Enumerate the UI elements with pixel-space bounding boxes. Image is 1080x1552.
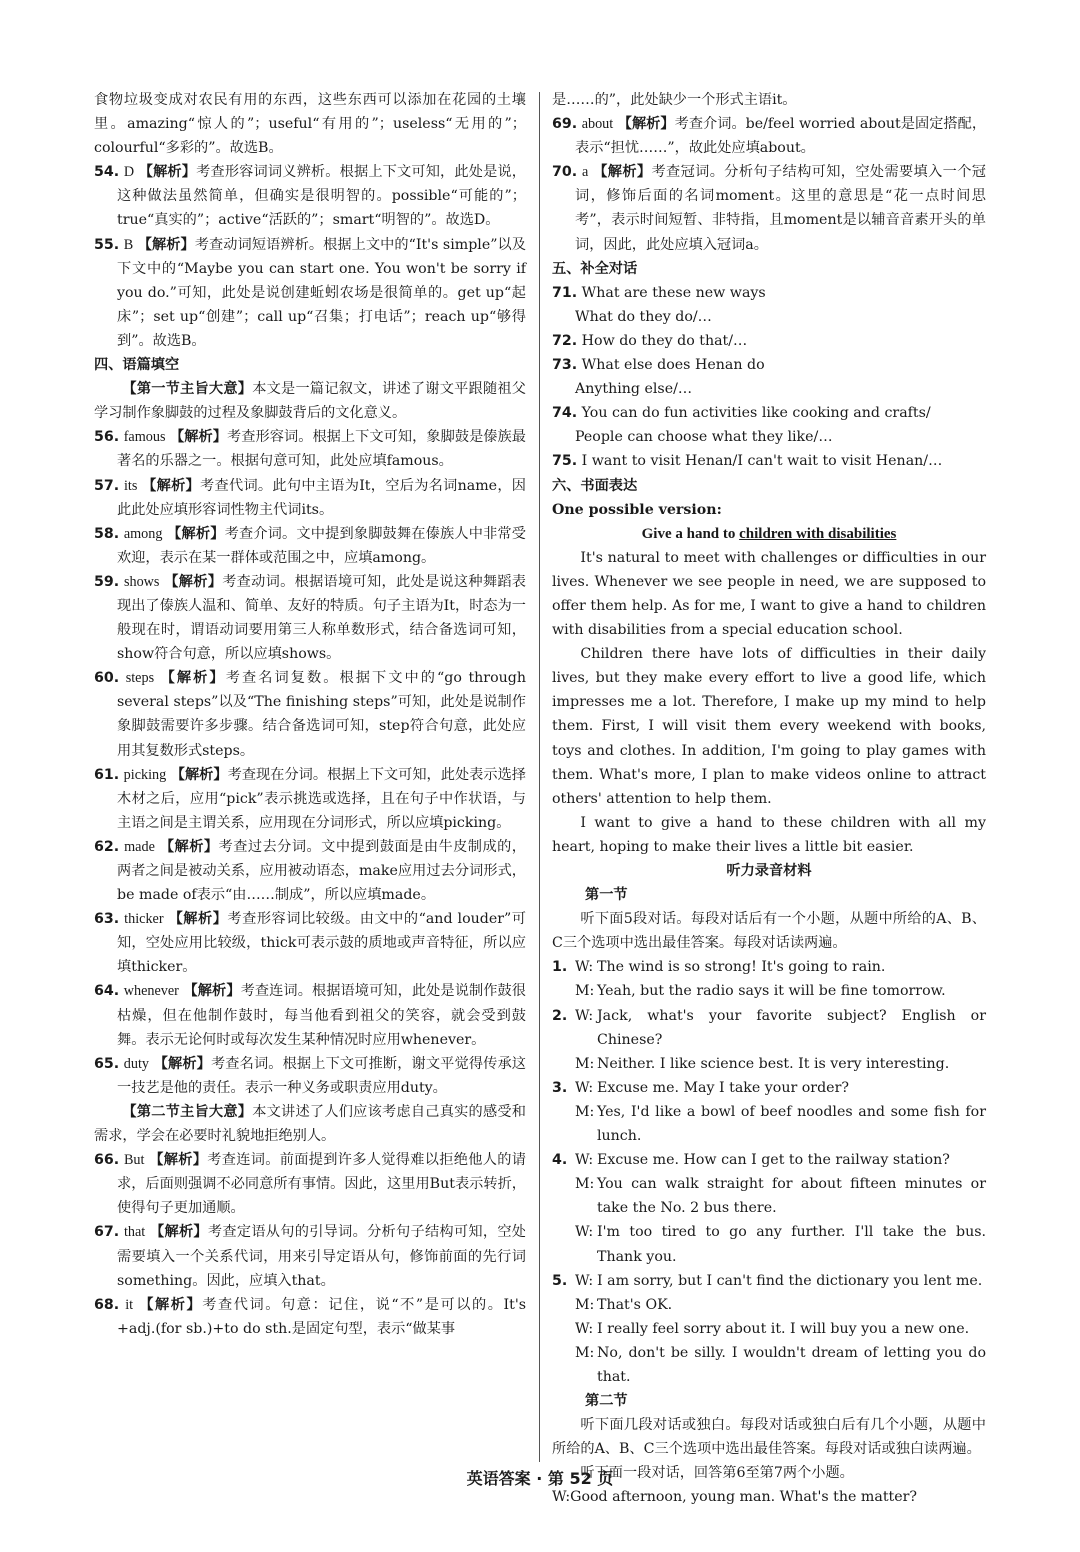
analysis-tag: 【解析】	[142, 477, 201, 494]
listening-subheading: 第二节	[585, 1393, 628, 1410]
listening-heading: 听力录音材料	[726, 863, 812, 879]
item-text: 考查动词。根据语境可知，此处是说这种舞蹈表现出了傣族人温和、简单、友好的特质。句子主语为It，时态为一般现在时，谓语动词要用第三人称单数形式，结合备选词可知，show符合句意，所以应填shows。	[117, 573, 526, 663]
item-number: 67.	[94, 1224, 120, 1241]
answer-item	[94, 835, 526, 907]
dialogue-line	[552, 1052, 986, 1076]
analysis-tag: 【解析】	[593, 164, 652, 181]
listening-subheading: 第一节	[585, 887, 628, 904]
analysis-tag: 【解析】	[168, 911, 228, 928]
section-heading: 四、语篇填空	[94, 357, 180, 374]
answer-item	[94, 907, 526, 979]
item-number: 61.	[94, 766, 120, 783]
dialogue-line	[552, 1004, 986, 1052]
item-text: What else does Henan do	[581, 357, 765, 374]
paragraph	[94, 1100, 526, 1148]
answer-item	[94, 160, 526, 232]
alternative-answer: People can choose what they like/…	[575, 429, 833, 446]
item-number: 58.	[94, 525, 120, 542]
answer-word: that	[123, 1224, 146, 1241]
item-text: 考查过去分词。文中提到鼓面是由牛皮制成的，两者之间是被动关系，应用被动语态，make应用过去分词形式，be made of表示“由……制成”，所以应填made。	[117, 838, 526, 904]
answer-item	[552, 160, 986, 256]
item-number: 69.	[552, 116, 578, 133]
analysis-tag: 【解析】	[170, 429, 228, 446]
paragraph-text: I want to give a hand to these children with all my heart, hoping to make their lives a little bit easier.	[552, 814, 986, 855]
item-number: 70.	[552, 164, 578, 181]
item-number: 59.	[94, 573, 120, 590]
analysis-tag: 【解析】	[164, 573, 223, 590]
paragraph-text: 本文是一篇记叙文，讲述了谢文平跟随祖父学习制作象脚鼓的过程及象脚鼓背后的文化意义。	[94, 381, 526, 422]
dialogue-text: I really feel sorry about it. I will buy you a new one.	[597, 1320, 970, 1337]
dialogue-text: Neither. I like science best. It is very interesting.	[597, 1055, 950, 1072]
item-number: 56.	[94, 429, 120, 446]
answer-item	[94, 1052, 526, 1100]
answer-item	[552, 449, 986, 473]
speaker-label: M:	[575, 1344, 595, 1361]
answer-item	[552, 112, 986, 160]
analysis-tag: 【解析】	[160, 670, 226, 687]
analysis-tag: 【解析】	[159, 838, 219, 855]
item-text: 考查形容词。根据上下文可知，象脚鼓是傣族最著名的乐器之一。根据句意可知，此处应填famous。	[117, 429, 526, 470]
answer-item	[94, 979, 526, 1051]
dialogue-text: Good afternoon, young man. What's the matter?	[570, 1489, 918, 1506]
version-label: One possible version:	[552, 501, 722, 518]
essay-title-part: Give a hand to	[641, 525, 740, 542]
dialogue-line	[552, 1485, 986, 1509]
item-text: 考查形容词比较级。由文中的“and louder”可知，空处应用比较级，thick可表示鼓的质地或声音特征，所以应填thicker。	[117, 911, 526, 976]
dialogue-text: I am sorry, but I can't find the dictionary you lent me.	[597, 1272, 983, 1289]
item-number: 62.	[94, 838, 120, 855]
dialogue-text: That's OK.	[597, 1296, 673, 1313]
speaker-label: M:	[575, 1176, 595, 1193]
item-number: 63.	[94, 911, 120, 928]
answer-item	[94, 666, 526, 762]
answer-word: shows	[123, 573, 160, 590]
item-text: I want to visit Henan/I can't wait to visit Henan/…	[581, 453, 943, 470]
item-text: 考查介词。be/feel worried about是固定搭配，表示“担忧……”，故此处应填about。	[575, 116, 987, 157]
summary-tag: 【第二节主旨大意】	[122, 1103, 253, 1120]
item-number: 72.	[552, 332, 578, 349]
essay-title	[552, 522, 986, 546]
answer-word: among	[123, 525, 163, 542]
answer-word: whenever	[123, 983, 179, 1000]
paragraph-text: 本文讲述了人们应该考虑自己真实的感受和需求，学会在必要时礼貌地拒绝别人。	[94, 1103, 526, 1145]
answer-word: But	[123, 1152, 145, 1169]
paragraph-text: 听下面一段对话，回答第6至第7两个小题。	[580, 1465, 854, 1482]
dialogue-line	[552, 1148, 986, 1172]
analysis-tag: 【解析】	[183, 983, 241, 1000]
item-text: 考查代词。句意：记住，说“不”是可以的。It's +adj.(for sb.)+to do sth.是固定句型，表示“做某事	[117, 1296, 527, 1337]
item-number: 54.	[94, 164, 120, 181]
speaker-label: W:	[575, 1224, 594, 1241]
dialogue-line	[552, 1100, 986, 1148]
dialogue-line	[552, 1220, 986, 1268]
answer-word: about	[581, 116, 614, 133]
item-text: 考查冠词。分析句子结构可知，空处需要填入一个冠词，修饰后面的名词moment。这里的意思是“花一点时间思考”，表示时间短暂、非特指，且moment是以辅音音素开头的单词，因此，此处应填入冠词a。	[575, 164, 986, 253]
speaker-label: W:	[575, 1079, 594, 1096]
dialogue-number: 5.	[552, 1272, 568, 1289]
alternative-answer: What do they do/…	[575, 308, 712, 325]
item-text: 考查定语从句的引导词。分析句子结构可知，空处需要填入一个关系代词，用来引导定语从句，修饰前面的先行词something。因此，应填入that。	[117, 1224, 526, 1289]
dialogue-line	[552, 1076, 986, 1100]
item-number: 73.	[552, 357, 578, 374]
speaker-label: W:	[575, 959, 594, 976]
analysis-tag: 【解析】	[139, 1296, 203, 1313]
answer-word: D	[123, 164, 135, 181]
speaker-label: M:	[575, 1055, 595, 1072]
item-number: 60.	[94, 670, 120, 687]
item-text: How do they do that/…	[581, 332, 748, 349]
analysis-tag: 【解析】	[153, 1055, 211, 1072]
answer-item	[94, 1148, 526, 1220]
dialogue-line	[552, 955, 986, 979]
item-text: 考查形容词词义辨析。根据上下文可知，此处是说，这种做法虽然简单，但确实是很明智的。possible“可能的”；true“真实的”；active“活跃的”；smart“明智的”。故选D。	[117, 164, 526, 229]
answer-item	[94, 522, 526, 570]
dialogue-text: Excuse me. May I take your order?	[597, 1079, 849, 1096]
answer-item	[94, 1220, 526, 1292]
item-text: You can do fun activities like cooking and crafts/	[581, 405, 931, 422]
answer-item	[552, 281, 986, 305]
left-column	[94, 88, 526, 1341]
dialogue-line	[552, 1317, 986, 1341]
dialogue-text: Yeah, but the radio says it will be fine tomorrow.	[597, 983, 946, 1000]
dialogue-line	[552, 1269, 986, 1293]
item-number: 55.	[94, 236, 120, 253]
answer-item	[94, 1293, 526, 1341]
speaker-label: W:	[575, 1320, 594, 1337]
dialogue-text: No, don't be silly. I wouldn't dream of letting you do that.	[597, 1344, 986, 1385]
paragraph-text: Children there have lots of difficulties in their daily lives, but they make every effort to live a good life, which impresses me a lot. Therefore, I make up my mind to help them. First, I will visit them every weekend with books, toys and clothes. In addition, I'm going to play games with them. What's more, I plan to make videos online to attract others' attention to help them.	[552, 646, 986, 807]
dialogue-line	[552, 979, 986, 1003]
analysis-tag: 【解析】	[170, 766, 228, 783]
answer-item	[552, 353, 986, 377]
item-text: 考查名词。根据上下文可推断，谢文平觉得传承这一技艺是他的责任。表示一种义务或职责应用duty。	[117, 1055, 526, 1096]
paragraph	[552, 907, 986, 955]
paragraph-text: 听下面5段对话。每段对话后有一个小题，从题中所给的A、B、C三个选项中选出最佳答案。每段对话读两遍。	[552, 911, 986, 952]
dialogue-text: The wind is so strong! It's going to rain.	[597, 959, 886, 976]
analysis-tag: 【解析】	[138, 164, 197, 181]
item-text: 考查连词。根据语境可知，此处是说制作鼓很枯燥，但在他制作鼓时，每当他看到祖父的笑容，就会受到鼓舞。表示无论何时或每次发生某种情况时应用whenever。	[117, 983, 526, 1048]
paragraph-continuation: 是……的”，此处缺少一个形式主语it。	[552, 92, 797, 108]
item-text: 考查动词短语辨析。根据上文中的“It's simple”以及下文中的“Maybe you can start one. You won't be sorry if you do.”可知，此处是说创建蚯蚓农场是很简单的。get up“起床”；set up“创建”；call up“召集；打电话”；reach up“够得到”。故选B。	[117, 236, 526, 349]
item-text: 考查代词。此句中主语为It，空后为名词name，因此此处应填形容词性物主代词its。	[117, 477, 526, 518]
item-text: 考查连词。前面提到许多人觉得难以拒绝他人的请求，后面则强调不必同意所有事情。因此，这里用But表示转折，使得句子更加通顺。	[117, 1152, 526, 1217]
paragraph-text: It's natural to meet with challenges or difficulties in our lives. Whenever we see people in need, we are supposed to offer them help. As for me, I want to give a hand to children with disabilities from a special education school.	[552, 549, 986, 639]
dialogue-number: 3.	[552, 1079, 568, 1096]
item-text: 考查名词复数。根据下文中的“go through several steps”以及“The finishing steps”可知，此处是说制作象脚鼓需要许多步骤。结合备选词可知，step符合句意，此处应用其复数形式steps。	[117, 670, 526, 759]
answer-word: a	[582, 164, 589, 181]
speaker-label: W:	[575, 1007, 594, 1024]
answer-word: B	[123, 236, 134, 253]
summary-tag: 【第一节主旨大意】	[122, 381, 253, 398]
dialogue-number: 2.	[552, 1007, 568, 1024]
dialogue-text: You can walk straight for about fifteen minutes or take the No. 2 bus there.	[597, 1176, 986, 1217]
speaker-label: M:	[575, 1296, 595, 1313]
answer-word: duty	[123, 1055, 150, 1072]
page-footer: 英语答案 · 第 52 页	[466, 1469, 614, 1488]
answer-word: its	[123, 477, 138, 494]
section-heading: 六、书面表达	[552, 477, 638, 494]
dialogue-text: Yes, I'd like a bowl of beef noodles and some fish for lunch.	[597, 1103, 986, 1145]
item-number: 64.	[94, 983, 120, 1000]
answer-word: picking	[123, 766, 167, 783]
item-number: 57.	[94, 477, 120, 494]
alternative-answer: Anything else/…	[575, 381, 693, 398]
analysis-tag: 【解析】	[617, 116, 675, 133]
paragraph	[552, 642, 986, 811]
analysis-tag: 【解析】	[137, 236, 195, 253]
item-number: 65.	[94, 1055, 120, 1072]
item-number: 66.	[94, 1152, 120, 1169]
dialogue-line	[552, 1293, 986, 1317]
answer-word: steps	[125, 670, 155, 687]
section-heading: 五、补全对话	[552, 260, 638, 277]
dialogue-number: 1.	[552, 959, 568, 976]
analysis-tag: 【解析】	[149, 1152, 208, 1169]
dialogue-line	[552, 1172, 986, 1220]
paragraph	[94, 377, 526, 425]
item-number: 75.	[552, 453, 578, 470]
answer-item	[94, 570, 526, 666]
paragraph-text: 听下面几段对话或独白。每段对话或独白后有几个小题，从题中所给的A、B、C三个选项中选出最佳答案。每段对话或独白读两遍。	[552, 1417, 986, 1458]
dialogue-text: I'm too tired to go any further. I'll take the bus. Thank you.	[597, 1224, 986, 1265]
item-number: 68.	[94, 1296, 120, 1313]
answer-word: thicker	[124, 911, 164, 928]
answer-item	[94, 763, 526, 835]
answer-word: famous	[123, 429, 166, 446]
speaker-label: W:	[575, 1152, 594, 1169]
dialogue-line	[552, 1341, 986, 1389]
answer-word: it	[125, 1296, 134, 1313]
analysis-tag: 【解析】	[167, 525, 225, 542]
item-text: 考查介词。文中提到象脚鼓舞在傣族人中非常受欢迎，表示在某一群体或范围之中，应填among。	[117, 525, 526, 566]
answer-item	[552, 329, 986, 353]
item-number: 74.	[552, 405, 578, 422]
paragraph	[552, 546, 986, 642]
answer-word: made	[124, 838, 155, 855]
speaker-label: M:	[575, 983, 595, 1000]
answer-item	[94, 233, 526, 353]
column-divider	[539, 92, 540, 1462]
paragraph	[552, 811, 986, 859]
essay-title-underlined: children with disabilities	[739, 525, 897, 542]
paragraph-continuation: 食物垃圾变成对农民有用的东西，这些东西可以添加在花园的土壤里。amazing“惊人的”；useful“有用的”；useless“无用的”；colourful“多彩的”。故选B。	[94, 92, 526, 157]
answer-item	[94, 474, 526, 522]
dialogue-text: Excuse me. How can I get to the railway station?	[597, 1152, 950, 1169]
item-text: What are these new ways	[581, 284, 766, 301]
dialogue-number: 4.	[552, 1152, 568, 1169]
paragraph	[552, 1413, 986, 1461]
speaker-label: W:	[552, 1489, 571, 1506]
item-text: 考查现在分词。根据上下文可知，此处表示选择木材之后，应用“pick”表示挑选或选择，且在句子中作状语，与主语之间是主谓关系，应用现在分词形式，所以应填picking。	[117, 766, 526, 831]
item-number: 71.	[552, 284, 578, 301]
analysis-tag: 【解析】	[150, 1224, 208, 1241]
speaker-label: W:	[575, 1272, 594, 1289]
dialogue-text: Jack, what's your favorite subject? English or Chinese?	[597, 1007, 986, 1048]
answer-item	[94, 425, 526, 473]
speaker-label: M:	[575, 1103, 595, 1120]
right-column	[552, 88, 986, 1510]
answer-item	[552, 401, 986, 425]
